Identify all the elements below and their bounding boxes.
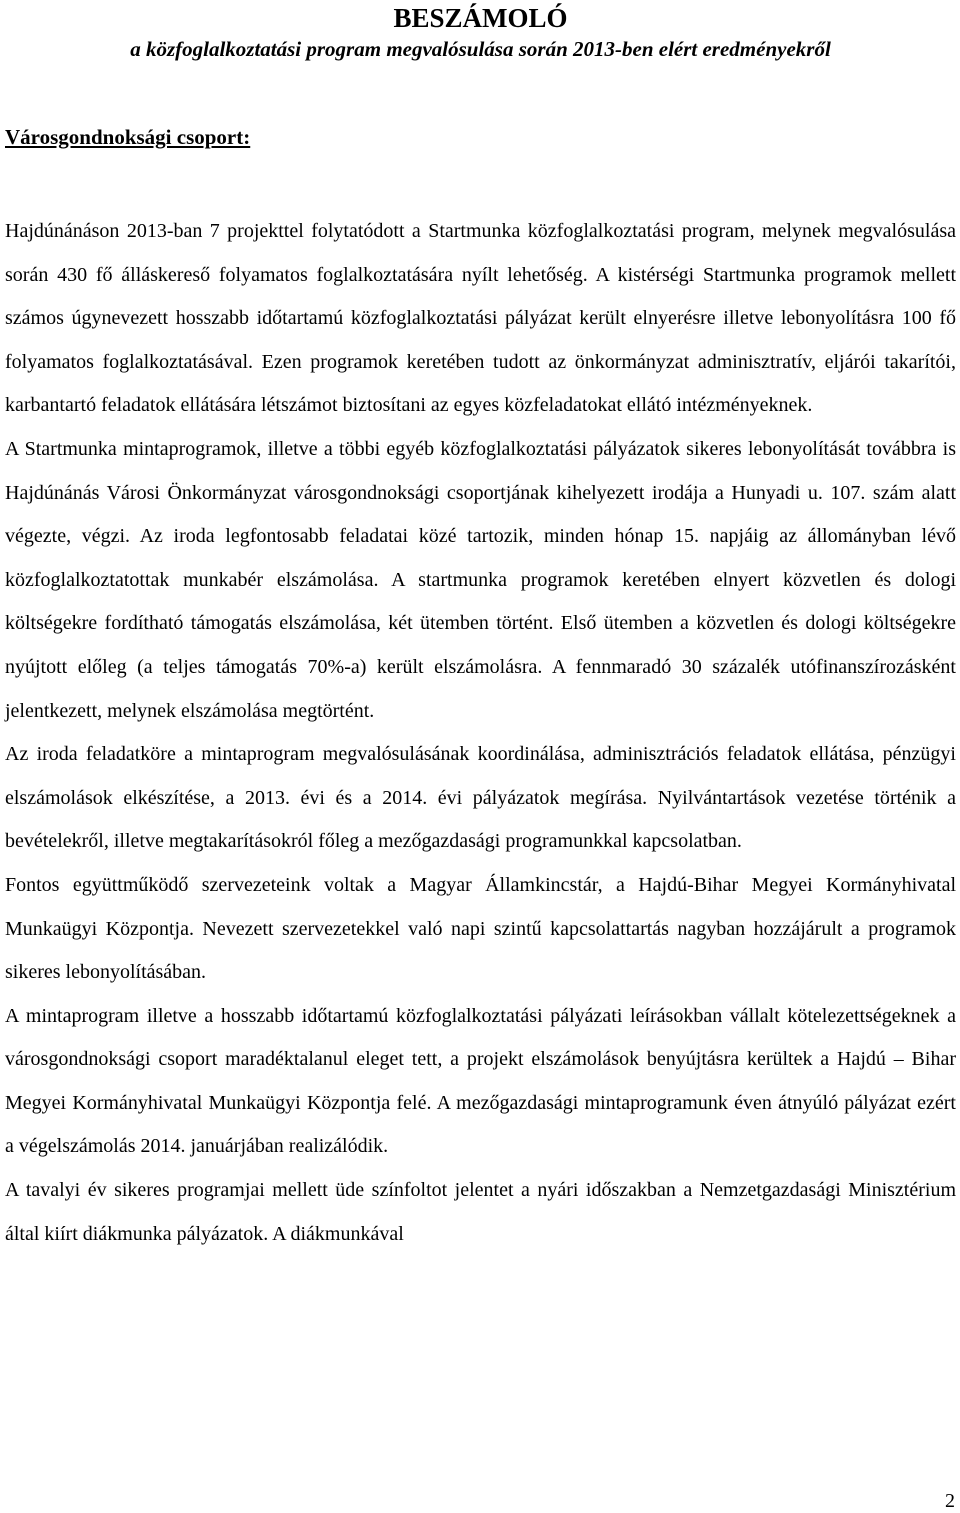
body-text xyxy=(5,210,956,1256)
page-number: 2 xyxy=(945,1490,955,1512)
paragraph-2: A Startmunka mintaprogramok, illetve a többi egyéb közfoglalkoztatási pályázatok sikeres lebonyolítását továbbra is Hajdúnánás Városi Önkormányzat városgondnoksági csoportjának kihelyezett irodája a Hunyadi u. 107. szám alatt végezte, végzi. Az iroda legfontosabb feladatai közé tartozik, minden hónap 15. napjáig az állományban lévő közfoglalkoztatottak munkabér elszámolása. A startmunka programok keretében elnyert közvetlen és dologi költségekre fordítható támogatás elszámolása, két ütemben történt. Első ütemben a közvetlen és dologi költségekre nyújtott előleg (a teljes támogatás 70%-a) került elszámolásra. A fennmaradó 30 százalék utófinanszírozásként jelentkezett, melynek elszámolása megtörtént. xyxy=(5,437,956,722)
paragraph-3: Az iroda feladatköre a mintaprogram megvalósulásának koordinálása, adminisztrációs feladatok ellátása, pénzügyi elszámolások elkészítése, a 2013. évi és a 2014. évi pályázatok megírása. Nyilvántartások vezetése történik a bevételekről, illetve megtakarításokról főleg a mezőgazdasági programunkkal kapcsolatban. xyxy=(5,743,956,853)
document-subtitle: a közfoglalkoztatási program megvalósulása során 2013-ben elért eredményekről xyxy=(130,37,831,61)
section-heading: Városgondnoksági csoport: xyxy=(5,125,251,149)
paragraph-6: A tavalyi év sikeres programjai mellett üde színfoltot jelentet a nyári időszakban a Nemzetgazdasági Minisztérium által kiírt diákmunka pályázatok. A diákmunkával xyxy=(5,1179,956,1245)
document-title: BESZÁMOLÓ xyxy=(393,3,568,33)
document-page xyxy=(5,0,956,1256)
paragraph-1: Hajdúnánáson 2013-ban 7 projekttel folytatódott a Startmunka közfoglalkoztatási program, melynek megvalósulása során 430 fő álláskereső folyamatos foglalkoztatására nyílt lehetőség. A kistérségi Startmunka programok mellett számos úgynevezett hosszabb időtartamú közfoglalkoztatási pályázat került elnyerésre illetve lebonyolításra 100 fő folyamatos foglalkoztatásával. Ezen programok keretében tudott az önkormányzat adminisztratív, eljárói takarítói, karbantartó feladatok ellátására létszámot biztosítani az egyes közfeladatokat ellátó intézményeknek. xyxy=(5,220,956,417)
paragraph-4: Fontos együttműködő szervezeteink voltak a Magyar Államkincstár, a Hajdú-Bihar Megyei Kormányhivatal Munkaügyi Központja. Nevezett szervezetekkel való napi szintű kapcsolattartás nagyban hozzájárult a programok sikeres lebonyolításában. xyxy=(5,873,956,984)
paragraph-5: A mintaprogram illetve a hosszabb időtartamú közfoglalkoztatási pályázati leírásokban vállalt kötelezettségeknek a városgondnoksági csoport maradéktalanul eleget tett, a projekt elszámolások benyújtásra kerültek a Hajdú – Bihar Megyei Kormányhivatal Munkaügyi Központja felé. A mezőgazdasági mintaprogramunk éven átnyúló pályázat ezért a végelszámolás 2014. januárjában realizálódik. xyxy=(5,1004,956,1158)
